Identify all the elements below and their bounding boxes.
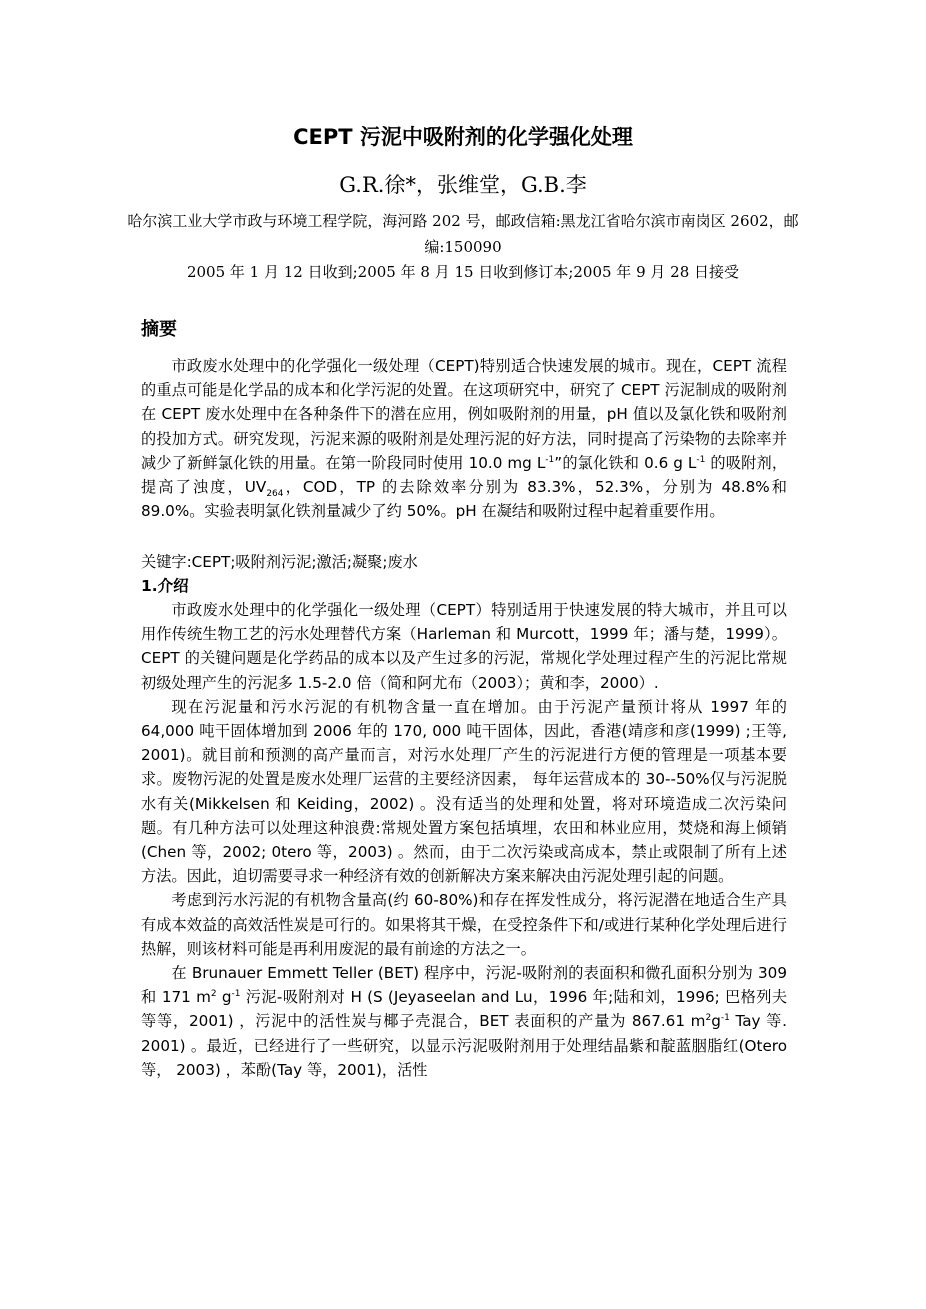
abstract-sup-1: -1 xyxy=(545,454,555,465)
intro-p4-sup-1: 2 xyxy=(210,989,217,1000)
abstract-text-2: ”的氯化铁和 0.6 g L xyxy=(554,453,697,472)
abstract-text-4: ，COD，TP 的去除效率分别为 83.3%，52.3%，分别为 48.8%和 89.0%。实验表明氯化铁剂量减少了约 50%。pH 在凝结和吸附过程中起着重要作用。 xyxy=(141,478,787,521)
abstract-sub-1: 264 xyxy=(266,489,284,500)
affiliation: 哈尔滨工业大学市政与环境工程学院，海河路 202 号，邮政信箱:黑龙江省哈尔滨市南岗区 2602，邮编:150090 xyxy=(127,212,799,256)
paper-title: CEPT 污泥中吸附剂的化学强化处理 xyxy=(293,125,633,149)
introduction-body xyxy=(141,598,787,1082)
keywords: 关键字:CEPT;吸附剂污泥;激活;凝聚;废水 xyxy=(141,553,418,571)
intro-paragraph-2: 现在污泥量和污水污泥的有机物含量一直在增加。由于污泥产量预计将从 1997 年的 64,000 吨干固体增加到 2006 年的 170, 000 吨干固体，因此，香港(靖彦和彦(1999) ;王等, 2001)。就目前和预测的高产量而言，对污水处理厂产生的污泥进行方便的管理是一项基本要求。废物污泥的处置是废水处理厂运营的主要经济因素， 每年运营成本的 30--50%仅与污泥脱水有关(Mikkelsen 和 Keiding，2002) 。没有适当的处理和处置，将对环境造成二次污染问题。有几种方法可以处理这种浪费:常规处置方案包括填埋，农田和林业应用，焚烧和海上倾销(Chen 等，2002; 0tero 等，2003) 。然而，由于二次污染或高成本，禁止或限制了所有上述方法。因此，迫切需要寻求一种经济有效的创新解决方案来解决由污泥处理引起的问题。 xyxy=(141,697,787,886)
intro-paragraph-3: 考虑到污水污泥的有机物含量高(约 60-80%)和存在挥发性成分，将污泥潜在地适合生产具有成本效益的高效活性炭是可行的。如果将其干燥，在受控条件下和/或进行某种化学处理后进行热解，则该材料可能是再利用废泥的最有前途的方法之一。 xyxy=(141,891,787,958)
abstract-heading: 摘要 xyxy=(141,319,177,340)
intro-p4-sup-2: -1 xyxy=(231,989,241,1000)
intro-p4-text-5: Tay 等. 2001) 。最近，已经进行了一些研究，以显示污泥吸附剂用于处理结晶紫和靛蓝胭脂红(Otero 等， 2003) ，苯酚(Tay 等，2001)，活性 xyxy=(141,1012,787,1079)
intro-p4-sup-3: 2 xyxy=(705,1013,712,1024)
intro-p4-sup-4: -1 xyxy=(720,1013,730,1024)
abstract-body xyxy=(141,354,787,523)
received-dates: 2005 年 1 月 12 日收到;2005 年 8 月 15 日收到修订本;2005 年 9 月 28 日接受 xyxy=(186,263,740,281)
authors: G.R.徐*，张维堂，G.B.李 xyxy=(339,173,587,197)
abstract-text-3: 的吸附剂，提高了浊度，UV xyxy=(141,453,788,497)
intro-paragraph-4 xyxy=(141,961,787,1082)
abstract-sup-2: -1 xyxy=(696,454,706,465)
intro-p4-text-2: g xyxy=(216,988,232,1007)
intro-p4-text-4: g xyxy=(711,1012,721,1031)
abstract-paragraph xyxy=(141,354,787,523)
abstract-text-1: 市政废水处理中的化学强化一级处理（CEPT)特别适合快速发展的城市。现在，CEPT 流程的重点可能是化学品的成本和化学污泥的处置。在这项研究中，研究了 CEPT 污泥制成的吸附剂在 CEPT 废水处理中在各种条件下的潜在应用，例如吸附剂的用量，pH 值以及氯化铁和吸附剂的投加方式。研究发现，污泥来源的吸附剂是处理污泥的好方法，同时提高了污染物的去除率并减少了新鲜氯化铁的用量。在第一阶段同时使用 10.0 mg L xyxy=(141,357,787,472)
intro-p4-text-1: 在 Brunauer Emmett Teller (BET) 程序中，污泥-吸附剂的表面积和微孔面积分别为 309 和 171 m xyxy=(141,964,787,1007)
intro-paragraph-1: 市政废水处理中的化学强化一级处理（CEPT）特别适用于快速发展的特大城市，并且可以用作传统生物工艺的污水处理替代方案（Harleman 和 Murcott，1999 年；潘与楚，1999）。CEPT 的关键问题是化学药品的成本以及产生过多的污泥，常规化学处理过程产生的污泥比常规初级处理产生的污泥多 1.5-2.0 倍（简和阿尤布（2003）；黄和李，2000）. xyxy=(141,601,787,692)
section-heading-introduction: 1.介绍 xyxy=(141,577,189,595)
intro-p4-text-3: 污泥-吸附剂对 H (S (Jeyaseelan and Lu，1996 年;陆和刘，1996; 巴格列夫等等，2001) ，污泥中的活性炭与椰子壳混合，BET 表面积的产量为 867.61 m xyxy=(141,988,788,1031)
